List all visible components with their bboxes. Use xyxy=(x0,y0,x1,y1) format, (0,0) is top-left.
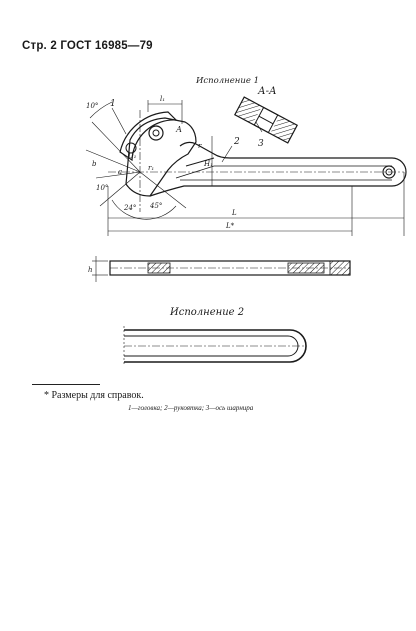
dim-d1: D₁ xyxy=(128,152,137,160)
page-header: Стр. 2 ГОСТ 16985—79 xyxy=(22,40,153,52)
angle-45: 45° xyxy=(150,202,163,210)
dim-h: h xyxy=(88,266,93,274)
figure-2-caption: Исполнение 2 xyxy=(170,307,245,318)
hinge-pin-circle xyxy=(149,126,163,140)
callout-2: 2 xyxy=(234,137,240,147)
angle-10-top: 10° xyxy=(86,102,99,110)
footnote-rule xyxy=(32,384,100,385)
callout-1: 1 xyxy=(110,99,116,109)
dim-l: L xyxy=(232,209,237,217)
parts-legend: 1—головка; 2—рукоятка; 3—ось шарнира xyxy=(128,404,254,412)
dim-h1: H₁ xyxy=(204,160,213,168)
angle-24: 24° xyxy=(124,204,137,212)
wrench-head-body xyxy=(126,118,196,196)
section-label: А-А xyxy=(258,86,277,97)
dim-l1: l₁ xyxy=(160,95,166,103)
dim-r: r xyxy=(198,142,202,150)
section-mark-a: А xyxy=(176,125,183,134)
dim-a: a xyxy=(118,168,123,176)
handle-lower-edge xyxy=(150,186,392,196)
dim-b: b xyxy=(92,160,97,168)
figure-1-caption: Исполнение 1 xyxy=(196,76,260,86)
dim-lstar: L* xyxy=(226,222,235,230)
dim-r1: r₁ xyxy=(148,164,155,172)
footnote: * Размеры для справок. xyxy=(44,390,144,401)
section-a-a xyxy=(235,97,297,143)
angle-10-bottom: 10° xyxy=(96,184,109,192)
callout-3: 3 xyxy=(258,139,264,149)
